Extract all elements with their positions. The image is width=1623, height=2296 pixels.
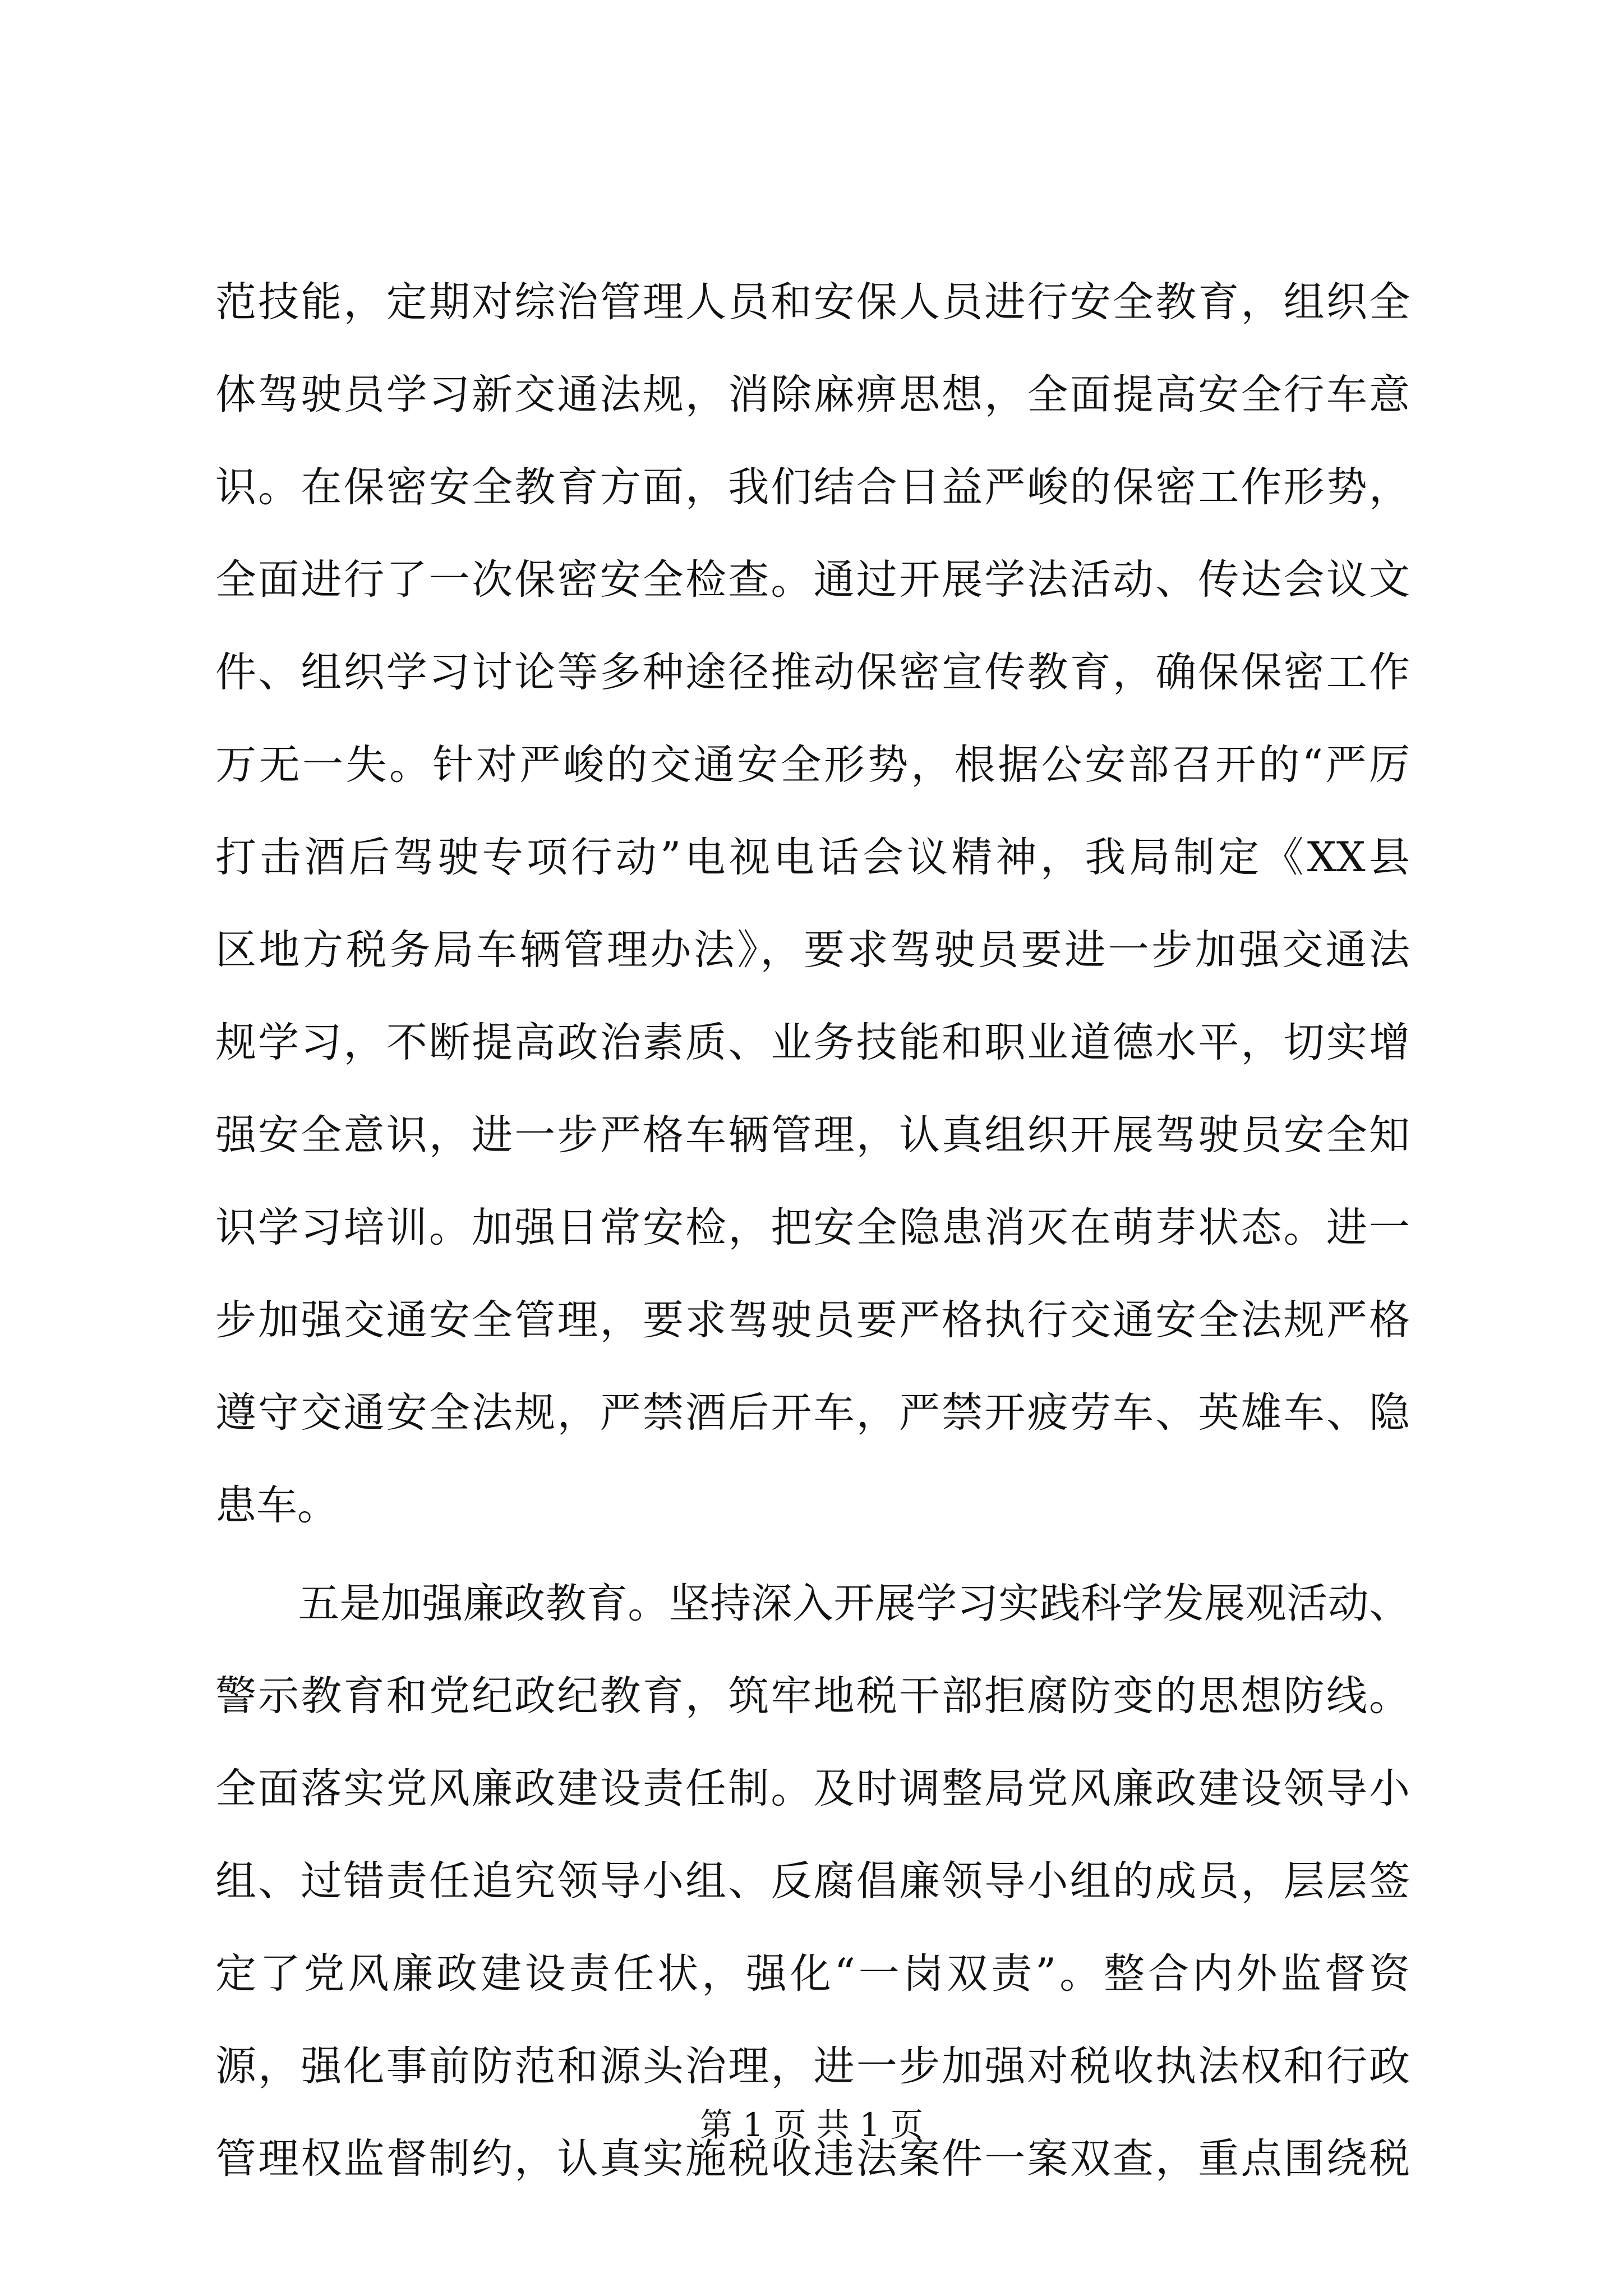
text-line: 组、过错责任追究领导小组、反腐倡廉领导小组的成员，层层签 xyxy=(215,1857,1410,1905)
text-line: 全面进行了一次保密安全检查。通过开展学法活动、传达会议文 xyxy=(215,556,1410,604)
text-line: 万无一失。针对严峻的交通安全形势，根据公安部召开的“严厉 xyxy=(215,741,1410,789)
text-line: 范技能，定期对综治管理人员和安保人员进行安全教育，组织全 xyxy=(215,278,1410,326)
text-line: 遵守交通安全法规，严禁酒后开车，严禁开疲劳车、英雄车、隐 xyxy=(215,1389,1410,1437)
document-body xyxy=(215,256,1410,2205)
text-line: 步加强交通安全管理，要求驾驶员要严格执行交通安全法规严格 xyxy=(215,1296,1410,1344)
page-footer: 第 1 页 共 1 页 xyxy=(700,2106,923,2144)
text-line: 管理权监督制约，认真实施税收违法案件一案双查，重点围绕税 xyxy=(215,2135,1410,2183)
text-line: 五是加强廉政教育。坚持深入开展学习实践科学发展观活动、 xyxy=(298,1580,1410,1627)
paragraph xyxy=(215,256,1410,1552)
text-line: 源，强化事前防范和源头治理，进一步加强对税收执法权和行政 xyxy=(215,2042,1410,2090)
text-line: 识学习培训。加强日常安检，把安全隐患消灭在萌芽状态。进一 xyxy=(215,1204,1410,1251)
text-line: 警示教育和党纪政纪教育，筑牢地税干部拒腐防变的思想防线。 xyxy=(215,1672,1410,1720)
text-line: 区地方税务局车辆管理办法》，要求驾驶员要进一步加强交通法 xyxy=(215,926,1410,974)
paragraph-gap xyxy=(215,1552,1410,1557)
text-line: 强安全意识，进一步严格车辆管理，认真组织开展驾驶员安全知 xyxy=(215,1111,1410,1159)
text-line: 患车。 xyxy=(215,1481,338,1529)
text-line: 体驾驶员学习新交通法规，消除麻痹思想，全面提高安全行车意 xyxy=(215,371,1410,418)
text-line: 识。在保密安全教育方面，我们结合日益严峻的保密工作形势， xyxy=(215,463,1410,511)
text-line: 全面落实党风廉政建设责任制。及时调整局党风廉政建设领导小 xyxy=(215,1765,1410,1812)
text-line: 件、组织学习讨论等多种途径推动保密宣传教育，确保保密工作 xyxy=(215,648,1410,696)
text-line: 定了党风廉政建设责任状，强化“一岗双责”。整合内外监督资 xyxy=(215,1950,1410,1998)
text-line: 规学习，不断提高政治素质、业务技能和职业道德水平，切实增 xyxy=(215,1019,1410,1066)
text-line: 打击酒后驾驶专项行动”电视电话会议精神，我局制定《XX县 xyxy=(215,834,1410,881)
